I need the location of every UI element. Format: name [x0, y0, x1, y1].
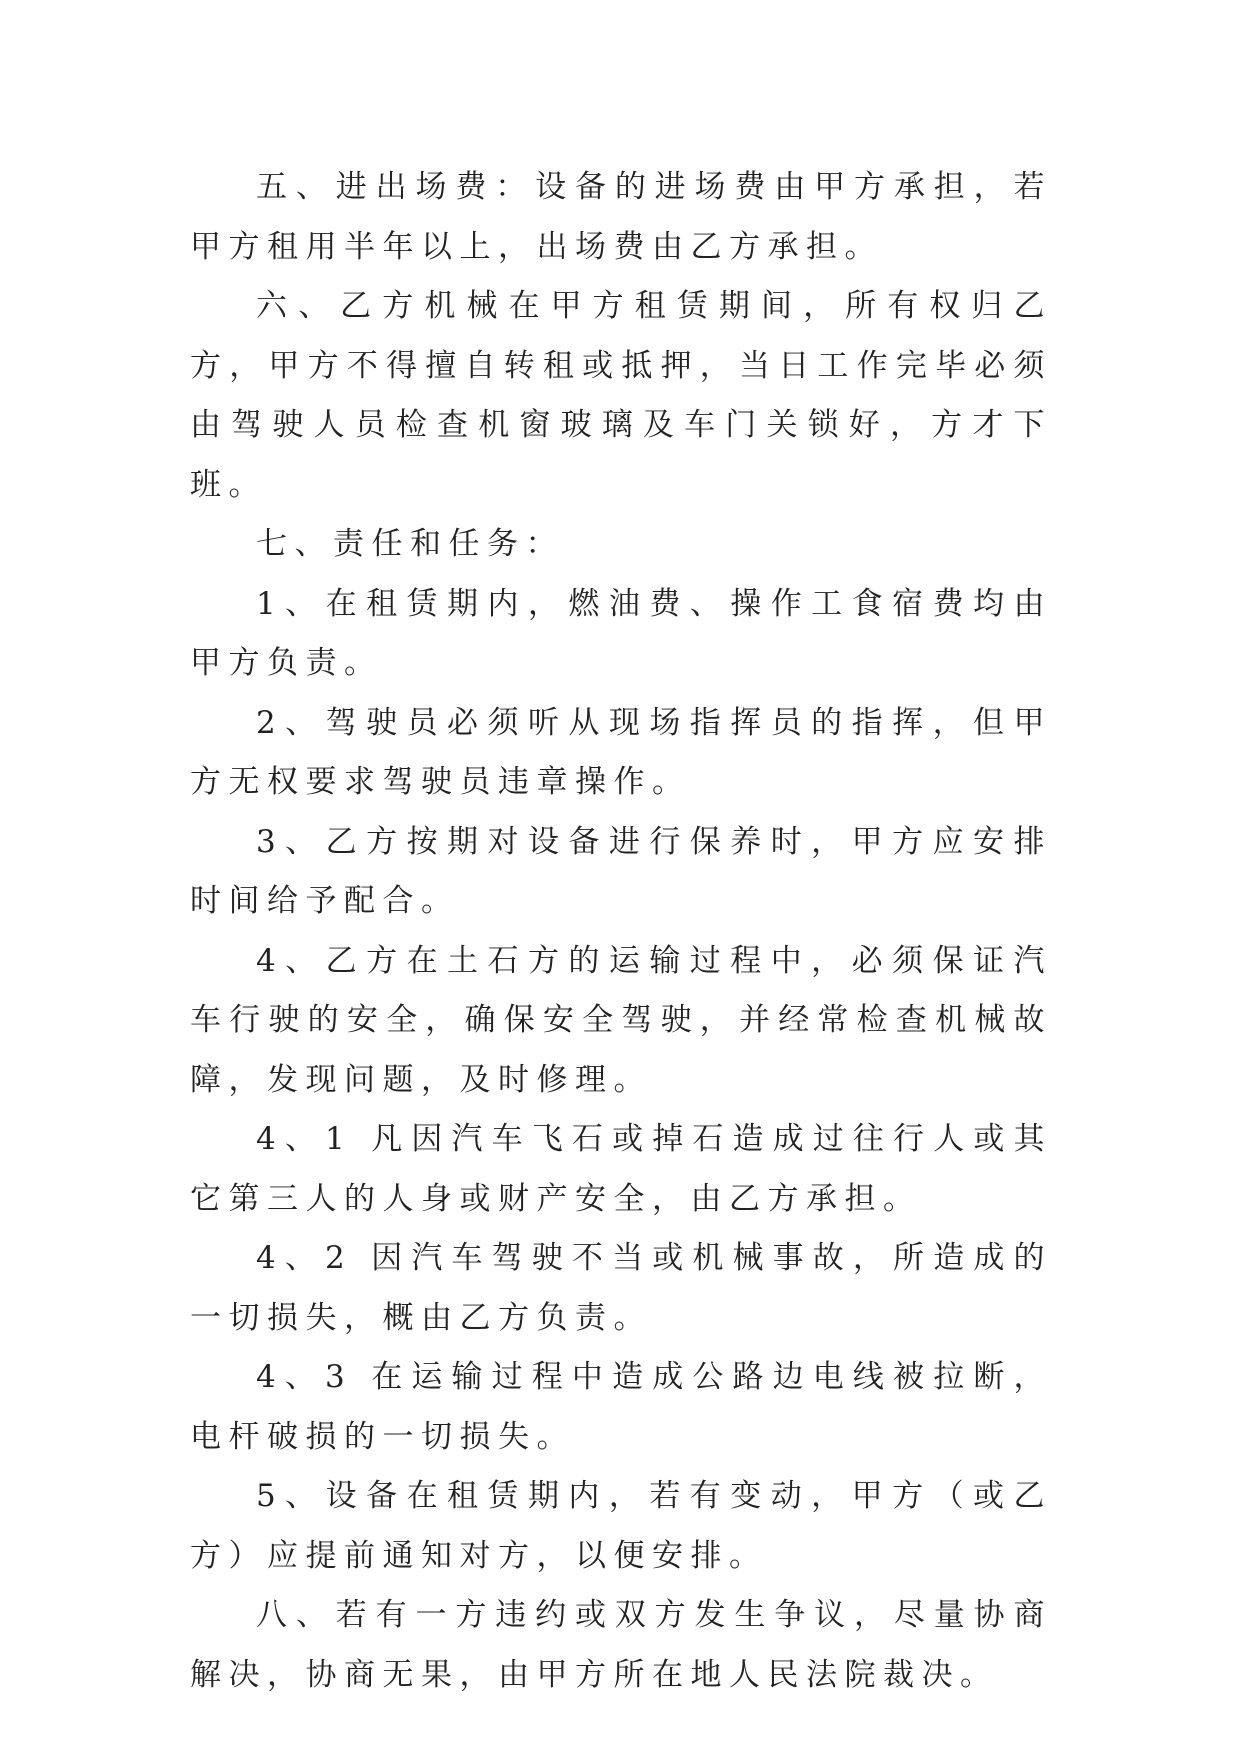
- clause-8-dispute: 八、若有一方违约或双方发生争议，尽量协商解决，协商无果，由甲方所在地人民法院裁决。: [190, 1597, 1052, 1693]
- clause-7-item-1: 1、在租赁期内，燃油费、操作工食宿费均由甲方负责。: [190, 585, 1052, 681]
- clause-7-item-3: 3、乙方按期对设备进行保养时，甲方应安排时间给予配合。: [190, 823, 1052, 919]
- clause-7-heading: 七、责任和任务：: [256, 526, 564, 562]
- clause-7-item-5: 5、设备在租赁期内，若有变动，甲方（或乙方）应提前通知对方，以便安排。: [190, 1478, 1052, 1574]
- clause-7-item-4-1: 4、1 凡因汽车飞石或掉石造成过往行人或其它第三人的人身或财产安全，由乙方承担。: [190, 1121, 1052, 1217]
- clause-7-item-2: 2、驾驶员必须听从现场指挥员的指挥，但甲方无权要求驾驶员违章操作。: [190, 704, 1052, 800]
- document-body: [190, 158, 1052, 1705]
- clause-7-item-4-3: 4、3 在运输过程中造成公路边电线被拉断，电杆破损的一切损失。: [190, 1359, 1052, 1455]
- clause-6-ownership: 六、乙方机械在甲方租赁期间，所有权归乙方，甲方不得擅自转租或抵押，当日工作完毕必须由驾驶人员检查机窗玻璃及车门关锁好，方才下班。: [190, 288, 1052, 503]
- clause-5-entry-exit-fee: 五、进出场费：设备的进场费由甲方承担，若甲方租用半年以上，出场费由乙方承担。: [190, 169, 1052, 265]
- clause-7-item-4: 4、乙方在土石方的运输过程中，必须保证汽车行驶的安全，确保安全驾驶，并经常检查机械故障，发现问题，及时修理。: [190, 942, 1052, 1098]
- clause-7-item-4-2: 4、2 因汽车驾驶不当或机械事故，所造成的一切损失，概由乙方负责。: [190, 1240, 1052, 1336]
